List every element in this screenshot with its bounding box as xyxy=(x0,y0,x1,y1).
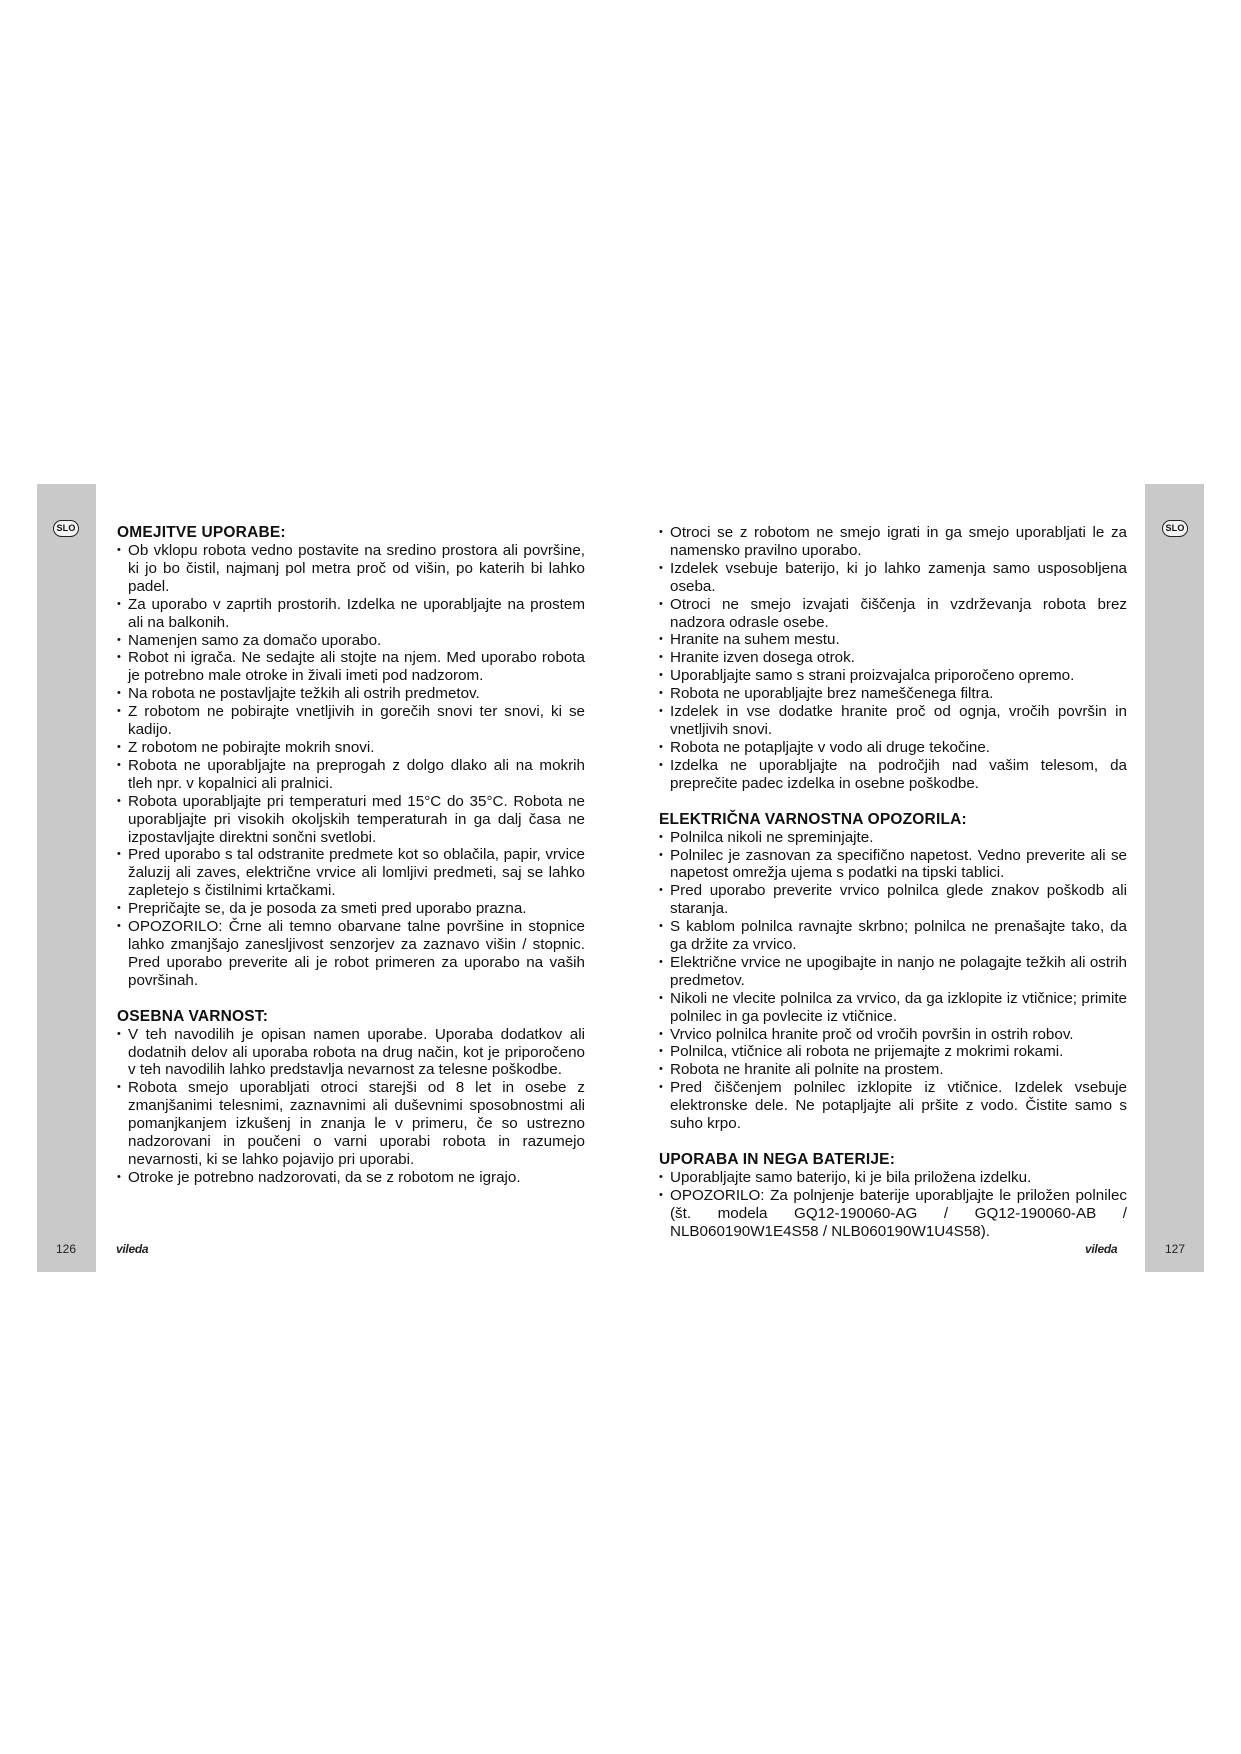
list-item: • Polnilec je zasnovan za specifično napetost. Vedno preverite ali se napetost omrežja ujema s podatki na tipski tablici. xyxy=(659,847,1127,883)
right-page-column xyxy=(659,524,1127,1241)
section-heading: OMEJITVE UPORABE: xyxy=(117,524,286,541)
section-heading: OSEBNA VARNOST: xyxy=(117,1007,269,1025)
page-number-right: 127 xyxy=(1165,1242,1186,1256)
manual-spread xyxy=(37,484,1204,1272)
list-item: • Robota ne potapljajte v vodo ali druge tekočine. xyxy=(659,739,1127,757)
list-item: • Izdelek vsebuje baterijo, ki jo lahko zamenja samo usposobljena oseba. xyxy=(659,560,1127,596)
list-item: • OPOZORILO: Črne ali temno obarvane talne površine in stopnice lahko zmanjšajo zanesljivost senzorjev za zaznavo višin / stopnic. Pred uporabo preverite ali je robot primeren za uporabo na vaših površinah. xyxy=(117,918,585,990)
language-badge-left: SLO xyxy=(53,520,79,537)
list-item: • Pred uporabo preverite vrvico polnilca glede znakov poškodb ali staranja. xyxy=(659,882,1127,918)
list-item: • Robota smejo uporabljati otroci starejši od 8 let in osebe z zmanjšanimi telesnimi, zaznavnimi ali duševnimi sposobnostmi ali pomanjkanjem izkušenj in znanja le v primeru, če so ustrezno nadzorovani in poučeni o varni uporabi robota in razumejo nevarnosti, ki se lahko pojavijo pri uporabi. xyxy=(117,1079,585,1169)
bullet-list xyxy=(117,542,585,990)
list-item: • Robota ne uporabljajte na preprogah z dolgo dlako ali na mokrih tleh npr. v kopalnici ali pralnici. xyxy=(117,757,585,793)
list-item: • Z robotom ne pobirajte mokrih snovi. xyxy=(117,739,585,757)
list-item: • Pred čiščenjem polnilec izklopite iz vtičnice. Izdelek vsebuje elektronske dele. Ne potapljajte ali pršite z vodo. Čistite samo s suho krpo. xyxy=(659,1079,1127,1133)
bullet-list xyxy=(117,1026,585,1187)
vileda-logo-left: vileda xyxy=(116,1242,149,1256)
list-item: • Robota uporabljajte pri temperaturi med 15°C do 35°C. Robota ne uporabljajte pri visokih okoljskih temperaturah in ga dalj časa ne izpostavljajte direktni sončni svetlobi. xyxy=(117,793,585,847)
bullet-list xyxy=(659,1169,1127,1241)
list-item: • Namenjen samo za domačo uporabo. xyxy=(117,632,585,650)
section-usage-restrictions xyxy=(117,524,585,990)
list-item: • Robota ne uporabljajte brez nameščenega filtra. xyxy=(659,685,1127,703)
list-item: • Električne vrvice ne upogibajte in nanjo ne polagajte težkih ali ostrih predmetov. xyxy=(659,954,1127,990)
list-item: • Uporabljajte samo s strani proizvajalca priporočeno opremo. xyxy=(659,667,1127,685)
list-item: • V teh navodilih je opisan namen uporabe. Uporaba dodatkov ali dodatnih delov ali uporaba robota na drug način, kot je priporočeno v teh navodilih lahko predstavlja nevarnost za telesne poškodbe. xyxy=(117,1026,585,1080)
language-badge-right: SLO xyxy=(1162,520,1188,537)
bullet-list xyxy=(659,829,1127,1133)
list-item: • Izdelek in vse dodatke hranite proč od ognja, vročih površin in vnetljivih snovi. xyxy=(659,703,1127,739)
bullet-list xyxy=(659,524,1127,793)
list-item: • OPOZORILO: Za polnjenje baterije uporabljajte le priložen polnilec (št. modela GQ12-190060-AG / GQ12-190060-AB / NLB060190W1E4S58 / NLB060190W1U4S58). xyxy=(659,1187,1127,1241)
list-item: • Hranite na suhem mestu. xyxy=(659,631,1127,649)
list-item: • Pred uporabo s tal odstranite predmete kot so oblačila, papir, vrvice žaluzij ali zaves, električne vrvice ali lomljivi predmeti, saj se lahko zapletejo s čistilnimi krtačkami. xyxy=(117,846,585,900)
list-item: • Na robota ne postavljajte težkih ali ostrih predmetov. xyxy=(117,685,585,703)
list-item: • Otroke je potrebno nadzorovati, da se z robotom ne igrajo. xyxy=(117,1169,585,1187)
list-item: • Robot ni igrača. Ne sedajte ali stojte na njem. Med uporabo robota je potrebno male otroke in živali imeti pod nadzorom. xyxy=(117,649,585,685)
list-item: • Z robotom ne pobirajte vnetljivih in gorečih snovi ter snovi, ki se kadijo. xyxy=(117,703,585,739)
vileda-logo-right: vileda xyxy=(1085,1242,1118,1256)
list-item: • Uporabljajte samo baterijo, ki je bila priložena izdelku. xyxy=(659,1169,1127,1187)
section-electrical-safety xyxy=(659,811,1127,1133)
list-item: • Polnilca nikoli ne spreminjajte. xyxy=(659,829,1127,847)
page-number-left: 126 xyxy=(56,1242,77,1256)
right-margin-band xyxy=(1145,484,1204,1272)
list-item: • Nikoli ne vlecite polnilca za vrvico, da ga izklopite iz vtičnice; primite polnilec in ga povlecite iz vtičnice. xyxy=(659,990,1127,1026)
left-margin-band xyxy=(37,484,96,1272)
section-intro-warnings xyxy=(659,524,1127,793)
section-heading: ELEKTRIČNA VARNOSTNA OPOZORILA: xyxy=(659,810,967,828)
list-item: • S kablom polnilca ravnajte skrbno; polnilca ne prenašajte tako, da ga držite za vrvico. xyxy=(659,918,1127,954)
section-battery-care xyxy=(659,1151,1127,1241)
list-item: • Izdelka ne uporabljajte na področjih nad vašim telesom, da preprečite padec izdelka in osebne poškodbe. xyxy=(659,757,1127,793)
list-item: • Za uporabo v zaprtih prostorih. Izdelka ne uporabljajte na prostem ali na balkonih. xyxy=(117,596,585,632)
list-item: • Otroci ne smejo izvajati čiščenja in vzdrževanja robota brez nadzora odrasle osebe. xyxy=(659,596,1127,632)
left-page-column xyxy=(117,524,585,1187)
list-item: • Hranite izven dosega otrok. xyxy=(659,649,1127,667)
section-personal-safety xyxy=(117,1008,585,1187)
section-heading: UPORABA IN NEGA BATERIJE: xyxy=(659,1151,896,1168)
list-item: • Otroci se z robotom ne smejo igrati in ga smejo uporabljati le za namensko pravilno uporabo. xyxy=(659,524,1127,560)
list-item: • Robota ne hranite ali polnite na prostem. xyxy=(659,1061,1127,1079)
list-item: • Ob vklopu robota vedno postavite na sredino prostora ali površine, ki jo bo čistil, najmanj pol metra proč od višin, po katerih bi lahko padel. xyxy=(117,542,585,596)
list-item: • Polnilca, vtičnice ali robota ne prijemajte z mokrimi rokami. xyxy=(659,1043,1127,1061)
list-item: • Vrvico polnilca hranite proč od vročih površin in ostrih robov. xyxy=(659,1026,1127,1044)
list-item: • Prepričajte se, da je posoda za smeti pred uporabo prazna. xyxy=(117,900,585,918)
